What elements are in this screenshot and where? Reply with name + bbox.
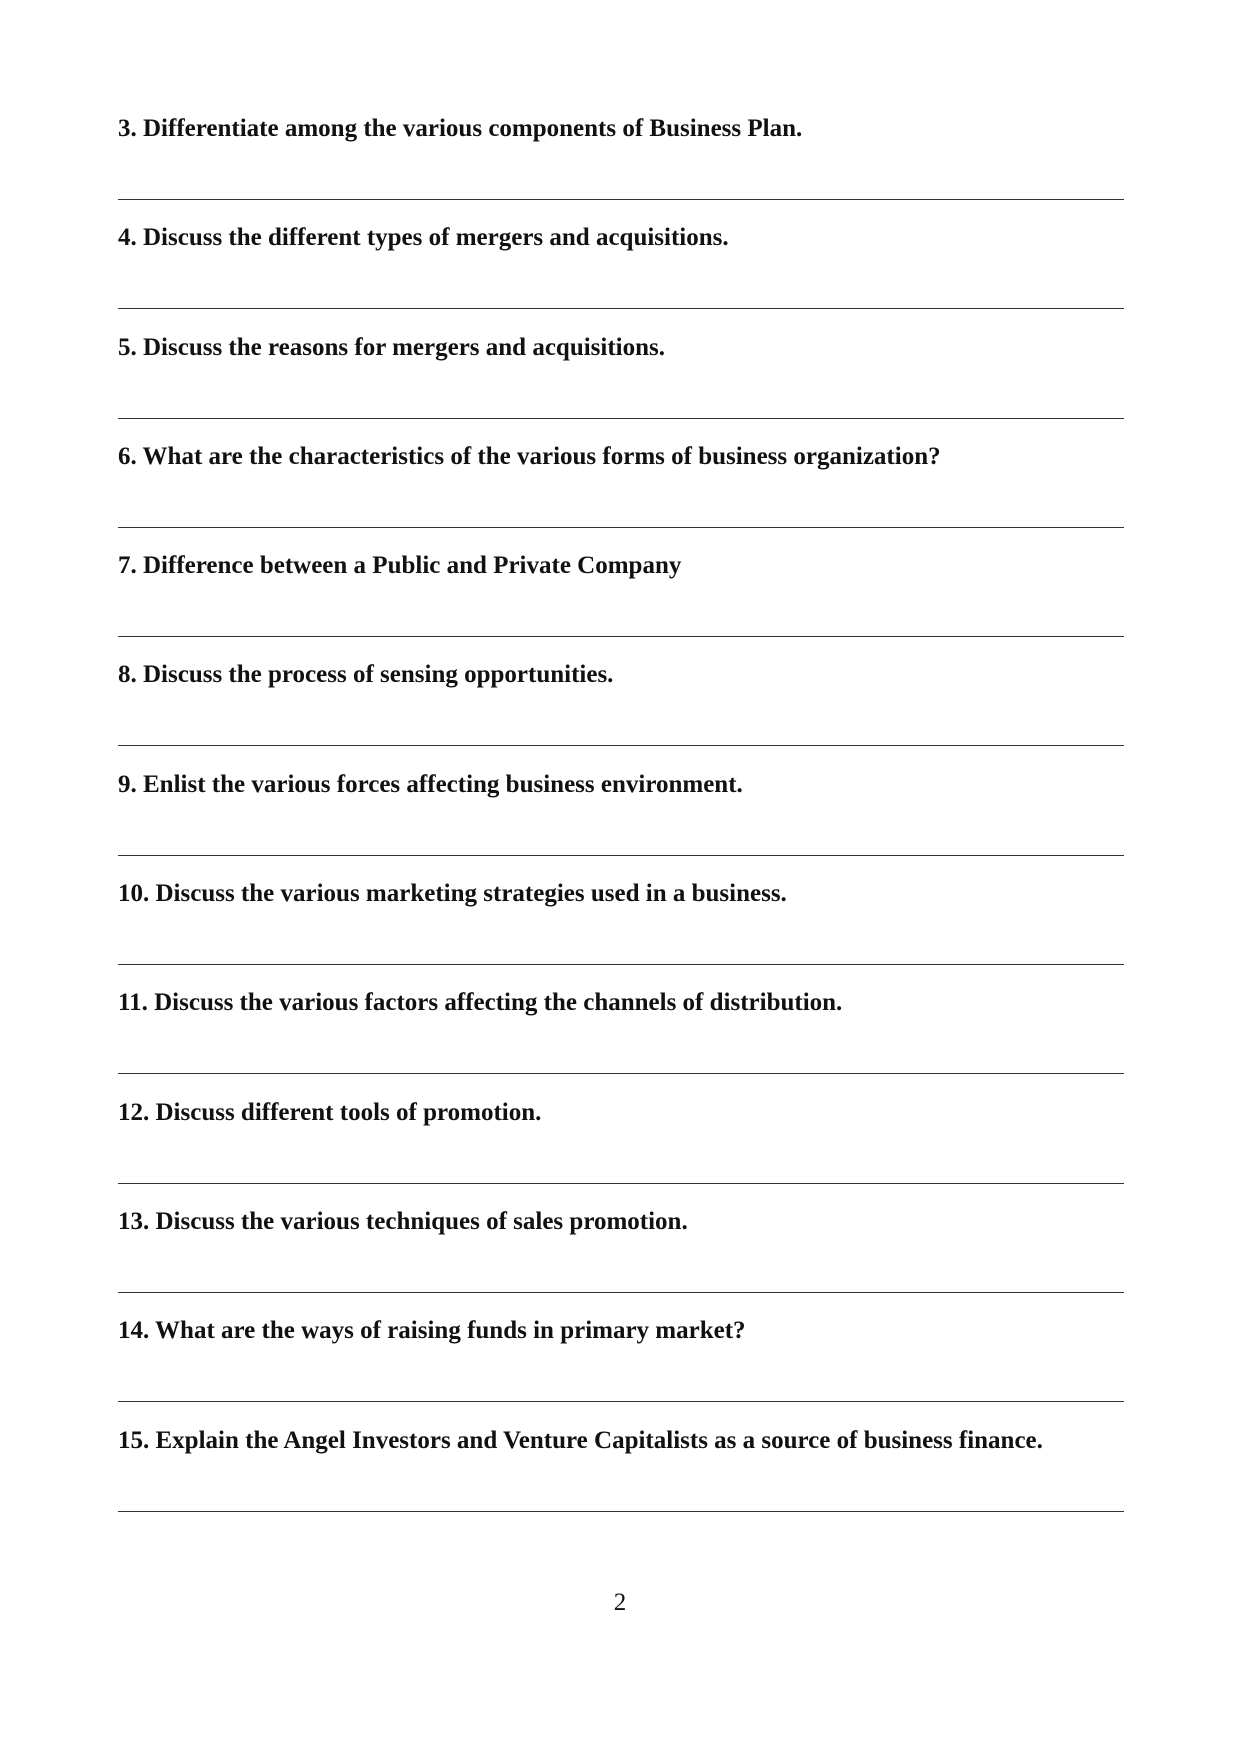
- question-text: 6. What are the characteristics of the various forms of business organization?: [118, 442, 941, 470]
- answer-line: [118, 418, 1124, 419]
- question-item: [118, 873, 1124, 982]
- question-text: 11. Discuss the various factors affecting the channels of distribution.: [118, 989, 843, 1017]
- question-item: [118, 327, 1124, 436]
- question-item: [118, 545, 1124, 654]
- question-text: 4. Discuss the different types of mergers and acquisitions.: [118, 224, 729, 252]
- question-item: [118, 764, 1124, 873]
- question-text: 12. Discuss different tools of promotion.: [118, 1098, 542, 1126]
- question-list: [118, 108, 1124, 1529]
- question-text: 3. Differentiate among the various components of Business Plan.: [118, 115, 803, 142]
- answer-line: [118, 855, 1124, 856]
- answer-line: [118, 964, 1124, 965]
- question-item: [118, 1092, 1124, 1201]
- answer-line: [118, 199, 1124, 200]
- question-item: [118, 1201, 1124, 1310]
- question-text: 8. Discuss the process of sensing opportunities.: [118, 661, 614, 689]
- question-item: [118, 217, 1124, 326]
- question-text: 14. What are the ways of raising funds in primary market?: [118, 1317, 746, 1345]
- page-number: 2: [613, 1589, 627, 1616]
- question-text: 10. Discuss the various marketing strategies used in a business.: [118, 880, 787, 908]
- answer-line: [118, 1073, 1124, 1074]
- question-item: [118, 108, 1124, 217]
- question-item: [118, 982, 1124, 1091]
- answer-line: [118, 1401, 1124, 1402]
- question-item: [118, 1310, 1124, 1419]
- question-text: 5. Discuss the reasons for mergers and acquisitions.: [118, 333, 666, 361]
- answer-line: [118, 308, 1124, 309]
- question-text: 9. Enlist the various forces affecting business environment.: [118, 770, 743, 798]
- answer-line: [118, 1511, 1124, 1512]
- question-text: 7. Difference between a Public and Private Company: [118, 552, 682, 580]
- question-text: 13. Discuss the various techniques of sales promotion.: [118, 1207, 688, 1235]
- answer-line: [118, 745, 1124, 746]
- answer-line: [118, 636, 1124, 637]
- question-item: [118, 436, 1124, 545]
- answer-line: [118, 1183, 1124, 1184]
- answer-line: [118, 527, 1124, 528]
- question-text: 15. Explain the Angel Investors and Venture Capitalists as a source of business finance.: [118, 1426, 1043, 1454]
- question-item: [118, 654, 1124, 763]
- question-item: [118, 1420, 1124, 1529]
- answer-line: [118, 1292, 1124, 1293]
